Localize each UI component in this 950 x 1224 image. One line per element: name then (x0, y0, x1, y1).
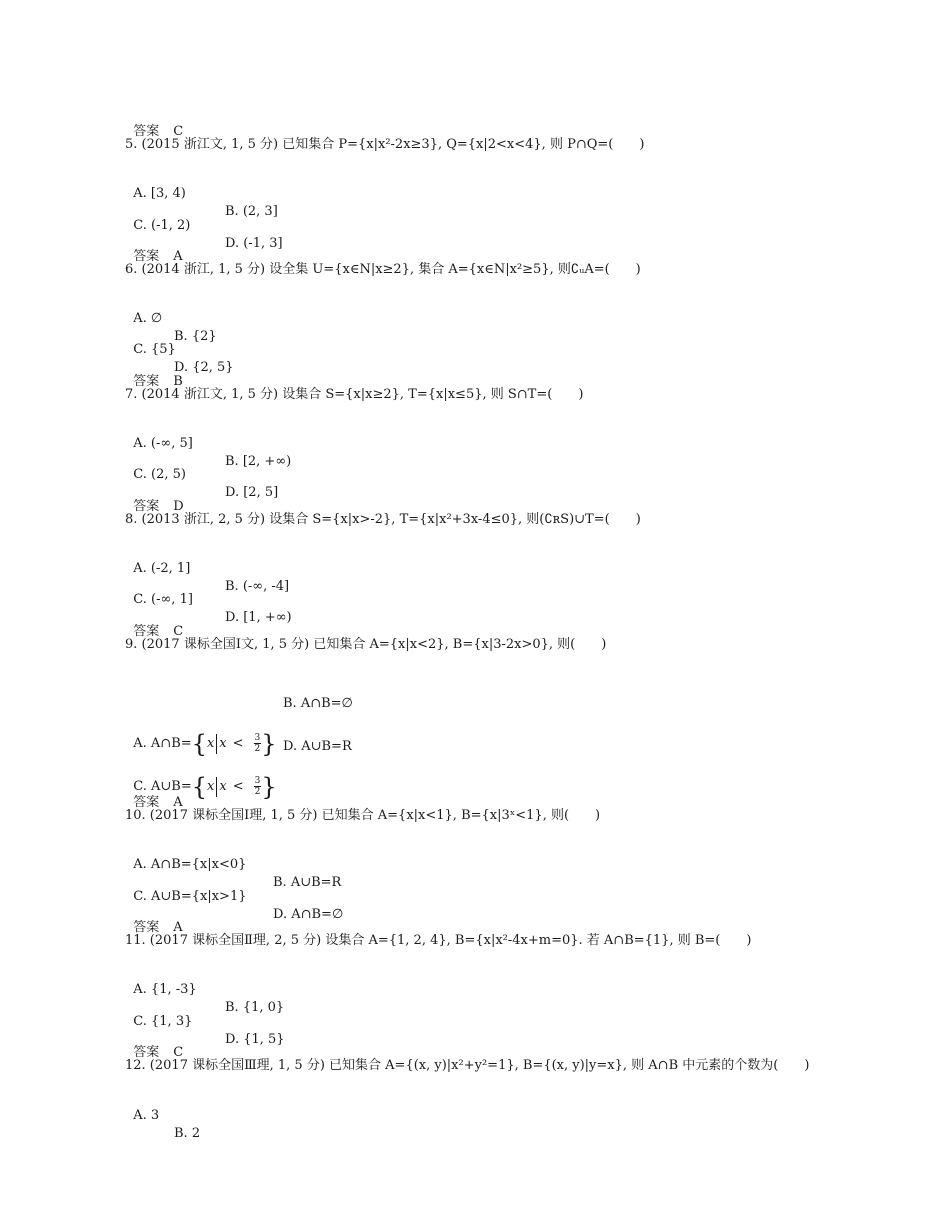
answer-value: C (173, 124, 184, 139)
question-11: 11. (2017 课标全国Ⅱ理, 2, 5 分) 设集合 A={1, 2, 4}, B={x|x²-4x+m=0}. 若 A∩B={1}, 则 B=( ) (125, 933, 752, 948)
answer-label: 答案 (133, 795, 160, 810)
option-a: A. [3, 4) (133, 186, 186, 201)
option-d: D. [2, 5] (225, 485, 279, 500)
answer-label: 答案 (133, 1045, 160, 1060)
option-c: C. (-1, 2) (133, 218, 191, 233)
option-a: A. ∅ (133, 311, 163, 326)
question-12: 12. (2017 课标全国Ⅲ理, 1, 5 分) 已知集合 A={(x, y)|x²+y²=1}, B={(x, y)|y=x}, 则 A∩B 中元素的个数为( ) (125, 1058, 810, 1073)
option-c: C. {1, 3} (133, 1014, 193, 1029)
option-a: A. 3 (133, 1108, 160, 1123)
option-a: A. (-2, 1] (133, 561, 191, 576)
question-8: 8. (2013 浙江, 2, 5 分) 设集合 S={x|x>-2}, T={x|x²+3x-4≤0}, 则(∁ʀS)∪T=( ) (125, 512, 641, 527)
option-d: D. [1, +∞) (225, 610, 292, 625)
question-7: 7. (2014 浙江文, 1, 5 分) 设集合 S={x|x≥2}, T={x|x≤5}, 则 S∩T=( ) (125, 387, 584, 402)
question-6: 6. (2014 浙江, 1, 5 分) 设全集 U={x∈N|x≥2}, 集合 A={x∈N|x²≥5}, 则∁ᵤA=( ) (125, 262, 641, 277)
option-d: D. (-1, 3] (225, 236, 283, 251)
answer-value: A (173, 920, 183, 935)
answer-value: C (173, 624, 184, 639)
option-b: B. A∪B=R (273, 875, 342, 890)
option-d: D. {2, 5} (174, 360, 234, 375)
option-a: A. (-∞, 5] (133, 436, 193, 451)
option-b: B. [2, +∞) (225, 454, 292, 469)
fraction: $\frac{3}{2}$ (254, 776, 261, 797)
answer-value: D (173, 499, 184, 514)
option-c: C. A∪B={x|x>1} (133, 889, 247, 904)
answer-label: 答案 (133, 499, 160, 514)
option-c: C. A∪B={x x < $\frac{3}{2}$ } (133, 772, 277, 801)
option-b: B. {1, 0} (225, 1000, 285, 1015)
option-a: A. {1, -3} (133, 982, 197, 997)
option-b: B. A∩B=∅ (283, 696, 353, 711)
options-row (125, 727, 352, 801)
option-d: D. A∪B=R (283, 739, 352, 754)
answer-value: A (173, 249, 183, 264)
fraction: $\frac{3}{2}$ (254, 733, 261, 754)
options-row (125, 1089, 201, 1143)
answer-label: 答案 (133, 920, 160, 935)
option-b: B. 2 (174, 1126, 201, 1141)
option-a: A. A∩B={x x < $\frac{3}{2}$ } (133, 729, 277, 758)
question-5: 5. (2015 浙江文, 1, 5 分) 已知集合 P={x|x²-2x≥3}, Q={x|2<x<4}, 则 P∩Q=( ) (125, 137, 645, 152)
answer-label: 答案 (133, 124, 160, 139)
option-b: B. (-∞, -4] (225, 579, 290, 594)
question-10: 10. (2017 课标全国Ⅰ理, 1, 5 分) 已知集合 A={x|x<1}, B={x|3ˣ<1}, 则( ) (125, 808, 601, 823)
answer-value: B (173, 374, 183, 389)
option-c: C. (2, 5) (133, 467, 186, 482)
answer-label: 答案 (133, 249, 160, 264)
answer-label: 答案 (133, 624, 160, 639)
option-d: D. A∩B=∅ (273, 907, 344, 922)
option-b: B. (2, 3] (225, 204, 278, 219)
answer-value: A (173, 795, 183, 810)
option-b: B. {2} (174, 329, 217, 344)
question-9: 9. (2017 课标全国Ⅰ文, 1, 5 分) 已知集合 A={x|x<2}, B={x|3-2x>0}, 则( ) (125, 637, 607, 652)
option-c: C. (-∞, 1] (133, 592, 193, 607)
answer-label: 答案 (133, 374, 160, 389)
answer-value: C (173, 1045, 184, 1060)
option-d: D. {1, 5} (225, 1032, 285, 1047)
option-a: A. A∩B={x|x<0} (133, 857, 247, 872)
option-c: C. {5} (133, 342, 176, 357)
